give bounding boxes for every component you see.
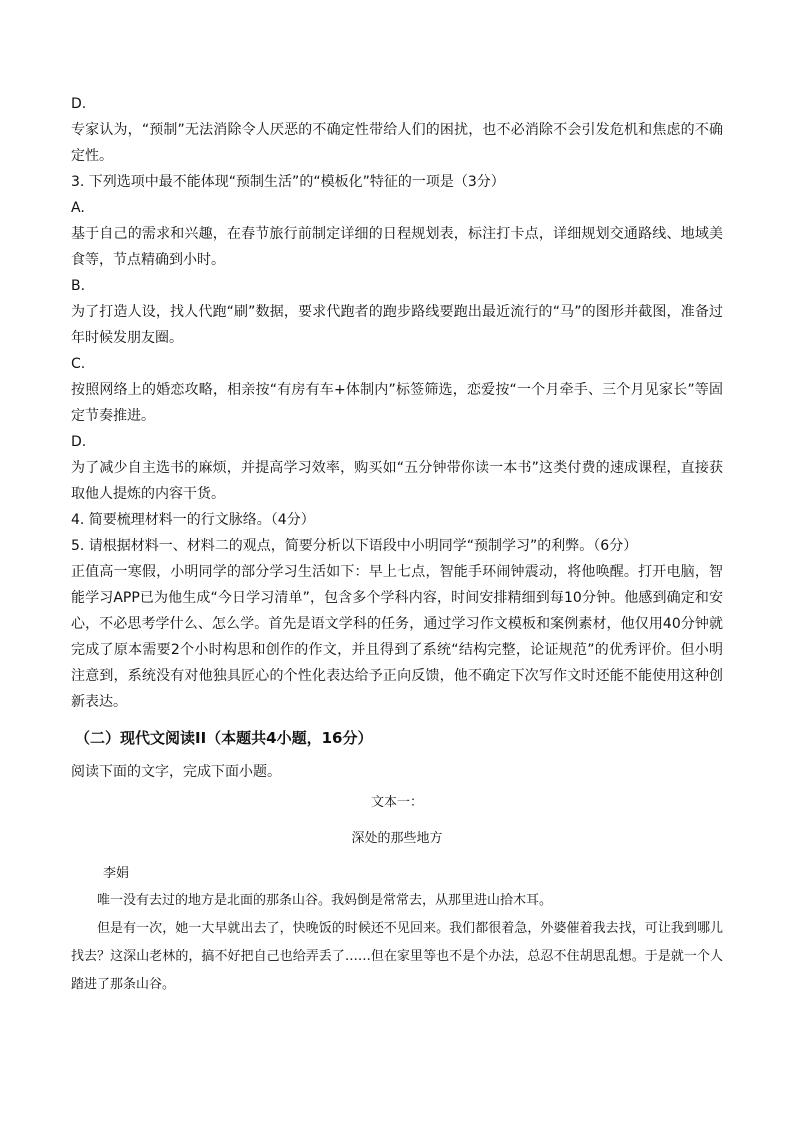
question-3: 3. 下列选项中最不能体现“预制生活”的“模板化”特征的一项是（3分） <box>71 174 505 190</box>
option-b-label: B. <box>71 278 86 294</box>
question-5-passage: 正值高一寒假，小明同学的部分学习生活如下：早上七点，智能手环闹钟震动，将他唤醒。打开电脑，智能学习APP已为他生成“今日学习清单”，包含多个学科内容，时间安排精细到每10分钟。他感到确定和安心，不必思考学什么、怎么学。首先是语文学科的任务，通过学习作文模板和案例素材，他仅用40分钟就完成了原本需要2个小时构思和创作的作文，并且得到了系统“结构完整，论证规范”的优秀评价。但小明注意到，系统没有对他独具匠心的个性化表达给予正向反馈，他不确定下次写作文时还能不能使用这种创新表达。 <box>71 564 723 710</box>
option-d-label: D. <box>71 96 87 112</box>
option-d-text: 专家认为，“预制”无法消除令人厌恶的不确定性带给人们的困扰，也不必消除不会引发危机和焦虑的不确定性。 <box>71 122 723 164</box>
option-b-text: 为了打造人设，找人代跑“刷”数据，要求代跑者的跑步路线要跑出最近流行的“马”的图形并截图，准备过年时候发朋友圈。 <box>71 304 723 346</box>
option-c-text: 按照网络上的婚恋攻略，相亲按“有房有车+体制内”标签筛选，恋爱按“一个月牵手、三个月见家长”等固定节奏推进。 <box>71 382 723 424</box>
option-a-text: 基于自己的需求和兴趣，在春节旅行前制定详细的日程规划表，标注打卡点，详细规划交通路线、地域美食等，节点精确到小时。 <box>71 226 723 268</box>
option-d2-label: D. <box>71 434 87 450</box>
section-heading: （二）现代文阅读II（本题共4小题，16分） <box>75 729 373 747</box>
option-d2-text: 为了减少自主选书的麻烦，并提高学习效率，购买如“五分钟带你读一本书”这类付费的速成课程，直接获取他人提炼的内容干货。 <box>71 460 723 502</box>
text-label: 文本一： <box>370 795 423 810</box>
author-name: 李娟 <box>103 866 130 881</box>
option-c-label: C. <box>71 356 86 372</box>
question-5: 5. 请根据材料一、材料二的观点，简要分析以下语段中小明同学“预制学习”的利弊。（6分） <box>71 538 638 554</box>
section-instruction: 阅读下面的文字，完成下面小题。 <box>71 764 281 780</box>
page-content <box>71 91 723 999</box>
question-4: 4. 简要梳理材料一的行文脉络。（4分） <box>71 512 315 528</box>
story-title: 深处的那些地方 <box>351 831 443 846</box>
story-paragraph: 但是有一次，她一大早就出去了，快晚饭的时候还不见回来。我们都很着急，外婆催着我去找，可让我到哪儿找去？这深山老林的，搞不好把自己也给弄丢了……但在家里等也不是个办法，总忍不住胡思乱想。于是就一个人踏进了那条山谷。 <box>71 921 723 992</box>
option-a-label: A. <box>71 200 85 216</box>
story-paragraph: 唯一没有去过的地方是北面的那条山谷。我妈倒是常常去，从那里进山拾木耳。 <box>97 893 553 908</box>
